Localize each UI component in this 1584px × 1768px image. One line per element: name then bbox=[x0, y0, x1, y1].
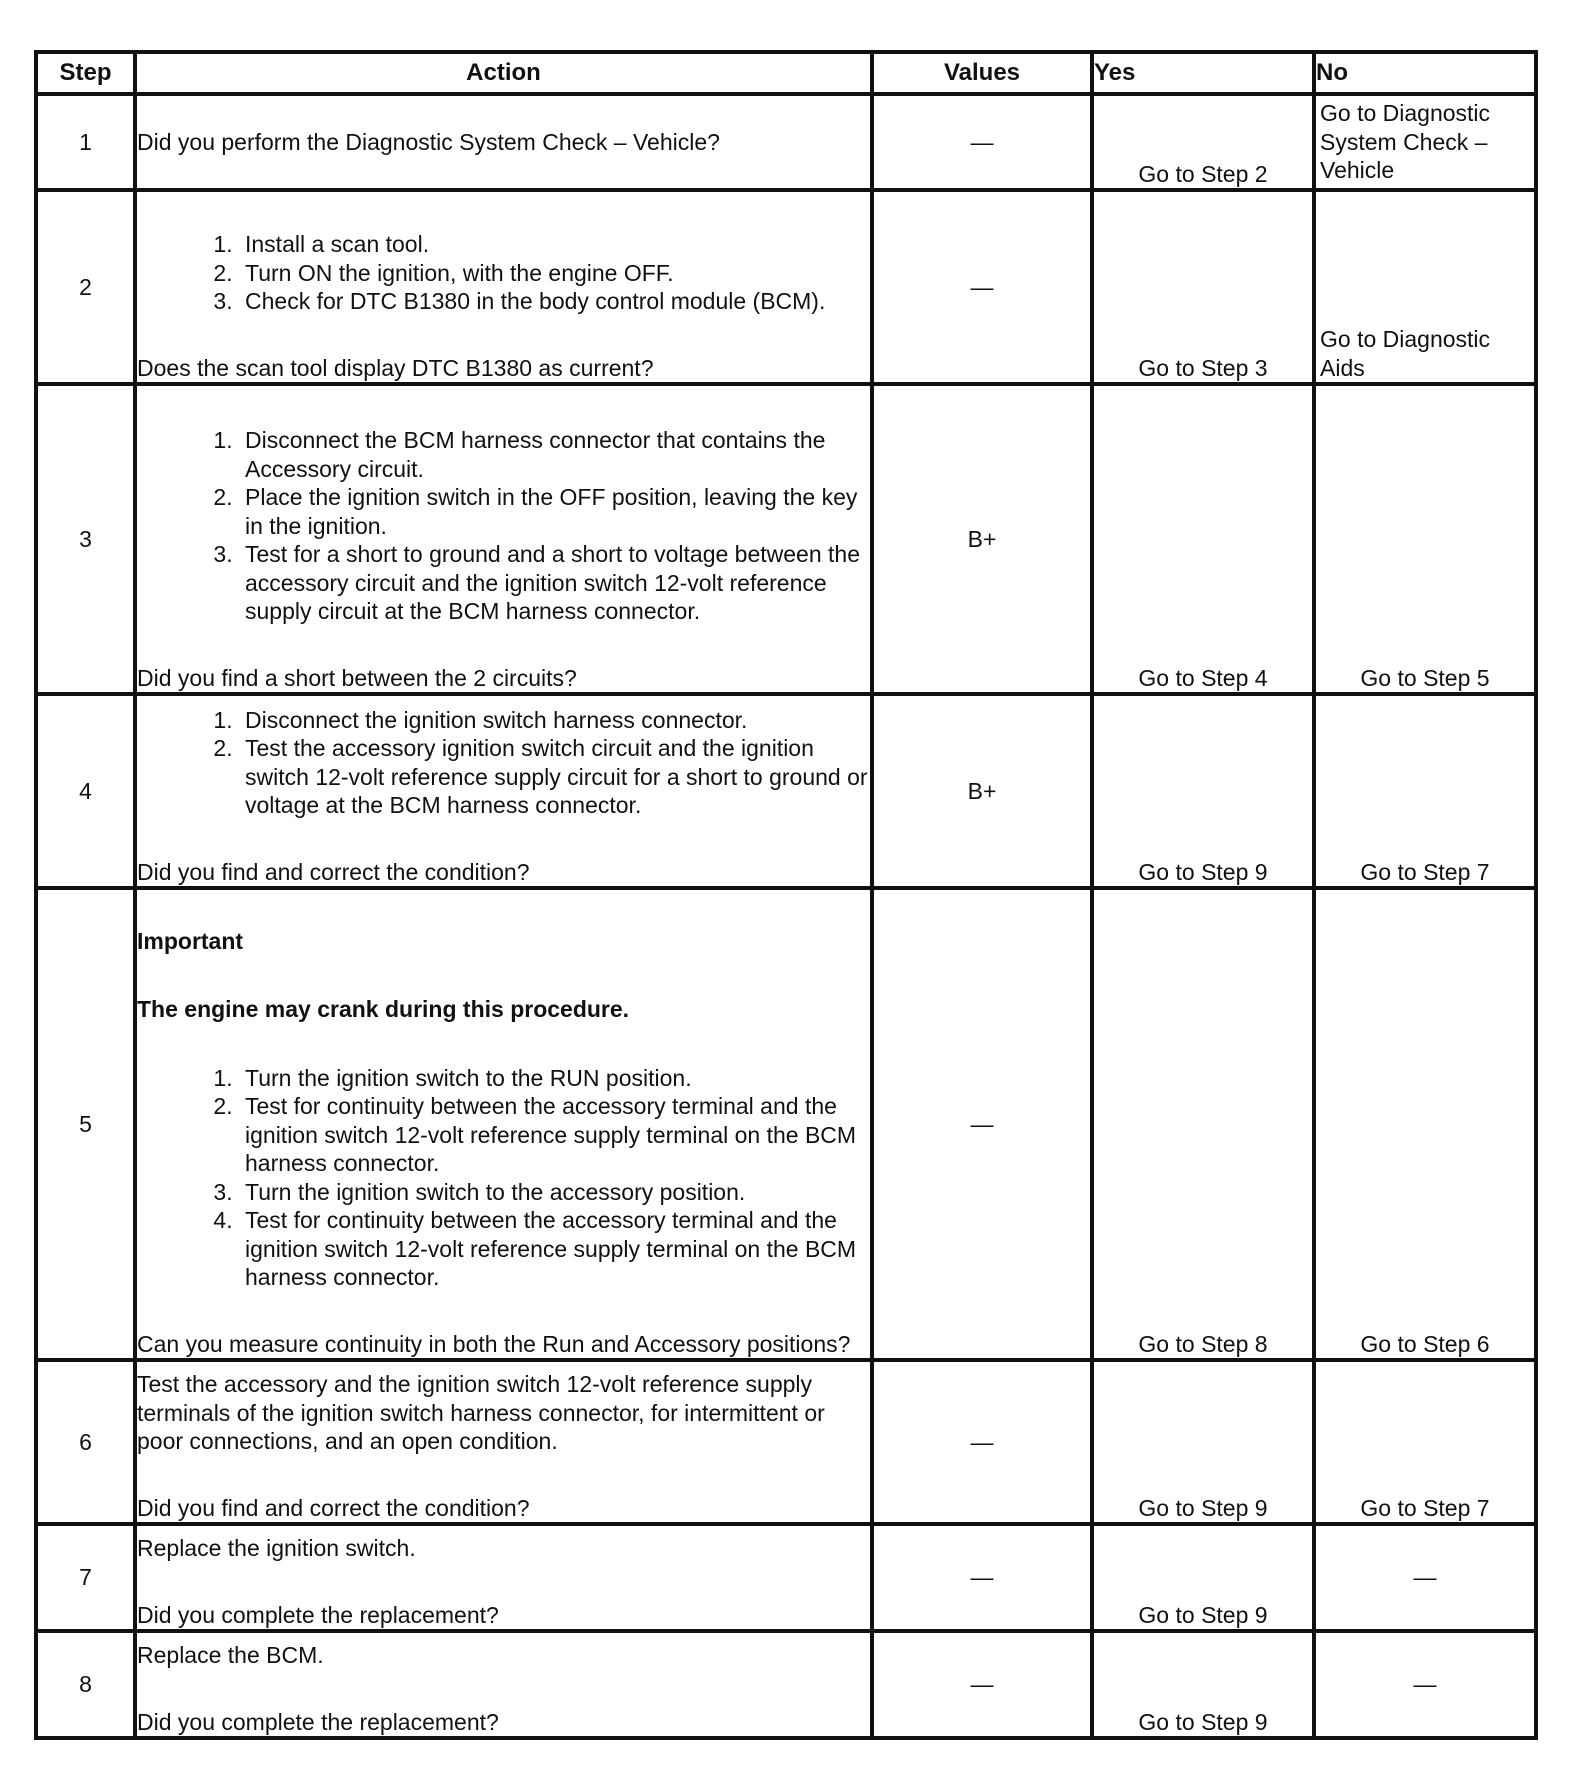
question-text: Did you complete the replacement? bbox=[137, 1708, 499, 1735]
yes-cell: Go to Step 9 bbox=[1092, 1360, 1314, 1524]
step-number: 4 bbox=[36, 694, 135, 888]
list-item: 2. Turn ON the ignition, with the engine OFF. bbox=[239, 259, 870, 288]
action-cell bbox=[135, 384, 872, 694]
header-yes: Yes bbox=[1092, 52, 1314, 94]
step-number: 8 bbox=[36, 1631, 135, 1738]
question-text: Can you measure continuity in both the Run and Accessory positions? bbox=[137, 1330, 851, 1357]
yes-cell: Go to Step 9 bbox=[1092, 1524, 1314, 1631]
no-cell: Go to Step 7 bbox=[1314, 1360, 1536, 1524]
instruction-list bbox=[137, 1064, 870, 1292]
action-cell bbox=[135, 94, 872, 190]
action-cell bbox=[135, 190, 872, 384]
question-text: Did you perform the Diagnostic System Check – Vehicle? bbox=[137, 128, 720, 155]
table-row bbox=[36, 694, 1536, 888]
value-cell: B+ bbox=[872, 694, 1092, 888]
instruction-list bbox=[137, 426, 870, 626]
question-text: Did you complete the replacement? bbox=[137, 1601, 499, 1628]
list-item: 2. Test for continuity between the accessory terminal and the ignition switch 12-volt reference supply terminal on the BCM harness connector. bbox=[239, 1092, 870, 1178]
step-number: 7 bbox=[36, 1524, 135, 1631]
yes-cell: Go to Step 9 bbox=[1092, 1631, 1314, 1738]
table-row bbox=[36, 190, 1536, 384]
action-cell bbox=[135, 1360, 872, 1524]
action-cell bbox=[135, 888, 872, 1360]
important-label: Important bbox=[137, 927, 244, 954]
instruction-list bbox=[137, 230, 870, 316]
question-text: Did you find and correct the condition? bbox=[137, 858, 530, 885]
step-number: 1 bbox=[36, 94, 135, 190]
table-row bbox=[36, 384, 1536, 694]
value-cell: — bbox=[872, 94, 1092, 190]
action-cell bbox=[135, 1631, 872, 1738]
step-number: 3 bbox=[36, 384, 135, 694]
list-item: 3. Turn the ignition switch to the accessory position. bbox=[239, 1178, 870, 1207]
question-text: Did you find and correct the condition? bbox=[137, 1494, 530, 1521]
no-cell: Go to Step 5 bbox=[1314, 384, 1536, 694]
list-item: 1. Turn the ignition switch to the RUN position. bbox=[239, 1064, 870, 1093]
table-row bbox=[36, 1631, 1536, 1738]
diagnostic-table bbox=[34, 50, 1538, 1740]
important-note: The engine may crank during this procedure. bbox=[137, 996, 630, 1022]
list-item: 1. Disconnect the ignition switch harness connector. bbox=[239, 706, 870, 735]
no-cell: Go to Step 7 bbox=[1314, 694, 1536, 888]
step-number: 6 bbox=[36, 1360, 135, 1524]
table-row bbox=[36, 94, 1536, 190]
instruction-list bbox=[137, 706, 870, 820]
list-item: 2. Place the ignition switch in the OFF position, leaving the key in the ignition. bbox=[239, 483, 870, 540]
instruction-text: Replace the ignition switch. bbox=[137, 1535, 416, 1561]
table-row bbox=[36, 1360, 1536, 1524]
list-item: 2. Test the accessory ignition switch circuit and the ignition switch 12-volt reference supply circuit for a short to ground or voltage at the BCM harness connector. bbox=[239, 734, 870, 820]
yes-cell: Go to Step 4 bbox=[1092, 384, 1314, 694]
table-row bbox=[36, 1524, 1536, 1631]
step-number: 5 bbox=[36, 888, 135, 1360]
list-item: 1. Disconnect the BCM harness connector that contains the Accessory circuit. bbox=[239, 426, 870, 483]
yes-cell: Go to Step 3 bbox=[1092, 190, 1314, 384]
no-cell: Go to Diagnostic Aids bbox=[1314, 190, 1536, 384]
value-cell: — bbox=[872, 1360, 1092, 1524]
list-item: 3. Test for a short to ground and a short to voltage between the accessory circuit and the ignition switch 12-volt reference supply circuit at the BCM harness connector. bbox=[239, 540, 870, 626]
value-cell: — bbox=[872, 888, 1092, 1360]
no-cell: Go to Diagnostic System Check – Vehicle bbox=[1314, 94, 1536, 190]
header-values: Values bbox=[872, 52, 1092, 94]
header-row bbox=[36, 52, 1536, 94]
table-row bbox=[36, 888, 1536, 1360]
value-cell: — bbox=[872, 1631, 1092, 1738]
instruction-text: Test the accessory and the ignition switch 12-volt reference supply terminals of the ignition switch harness connector, for intermittent or poor connections, and an open condition. bbox=[137, 1371, 825, 1454]
yes-cell: Go to Step 9 bbox=[1092, 694, 1314, 888]
value-cell: B+ bbox=[872, 384, 1092, 694]
yes-cell: Go to Step 8 bbox=[1092, 888, 1314, 1360]
question-text: Did you find a short between the 2 circuits? bbox=[137, 664, 577, 691]
list-item: 4. Test for continuity between the accessory terminal and the ignition switch 12-volt reference supply terminal on the BCM harness connector. bbox=[239, 1206, 870, 1292]
question-text: Does the scan tool display DTC B1380 as current? bbox=[137, 354, 654, 381]
instruction-text: Replace the BCM. bbox=[137, 1642, 324, 1668]
yes-cell: Go to Step 2 bbox=[1092, 94, 1314, 190]
step-number: 2 bbox=[36, 190, 135, 384]
no-cell: — bbox=[1314, 1524, 1536, 1631]
header-action: Action bbox=[135, 52, 872, 94]
value-cell: — bbox=[872, 190, 1092, 384]
header-step: Step bbox=[36, 52, 135, 94]
list-item: 1. Install a scan tool. bbox=[239, 230, 870, 259]
action-cell bbox=[135, 1524, 872, 1631]
header-no: No bbox=[1314, 52, 1536, 94]
value-cell: — bbox=[872, 1524, 1092, 1631]
no-cell: Go to Step 6 bbox=[1314, 888, 1536, 1360]
no-cell: — bbox=[1314, 1631, 1536, 1738]
list-item: 3. Check for DTC B1380 in the body control module (BCM). bbox=[239, 287, 870, 316]
action-cell bbox=[135, 694, 872, 888]
